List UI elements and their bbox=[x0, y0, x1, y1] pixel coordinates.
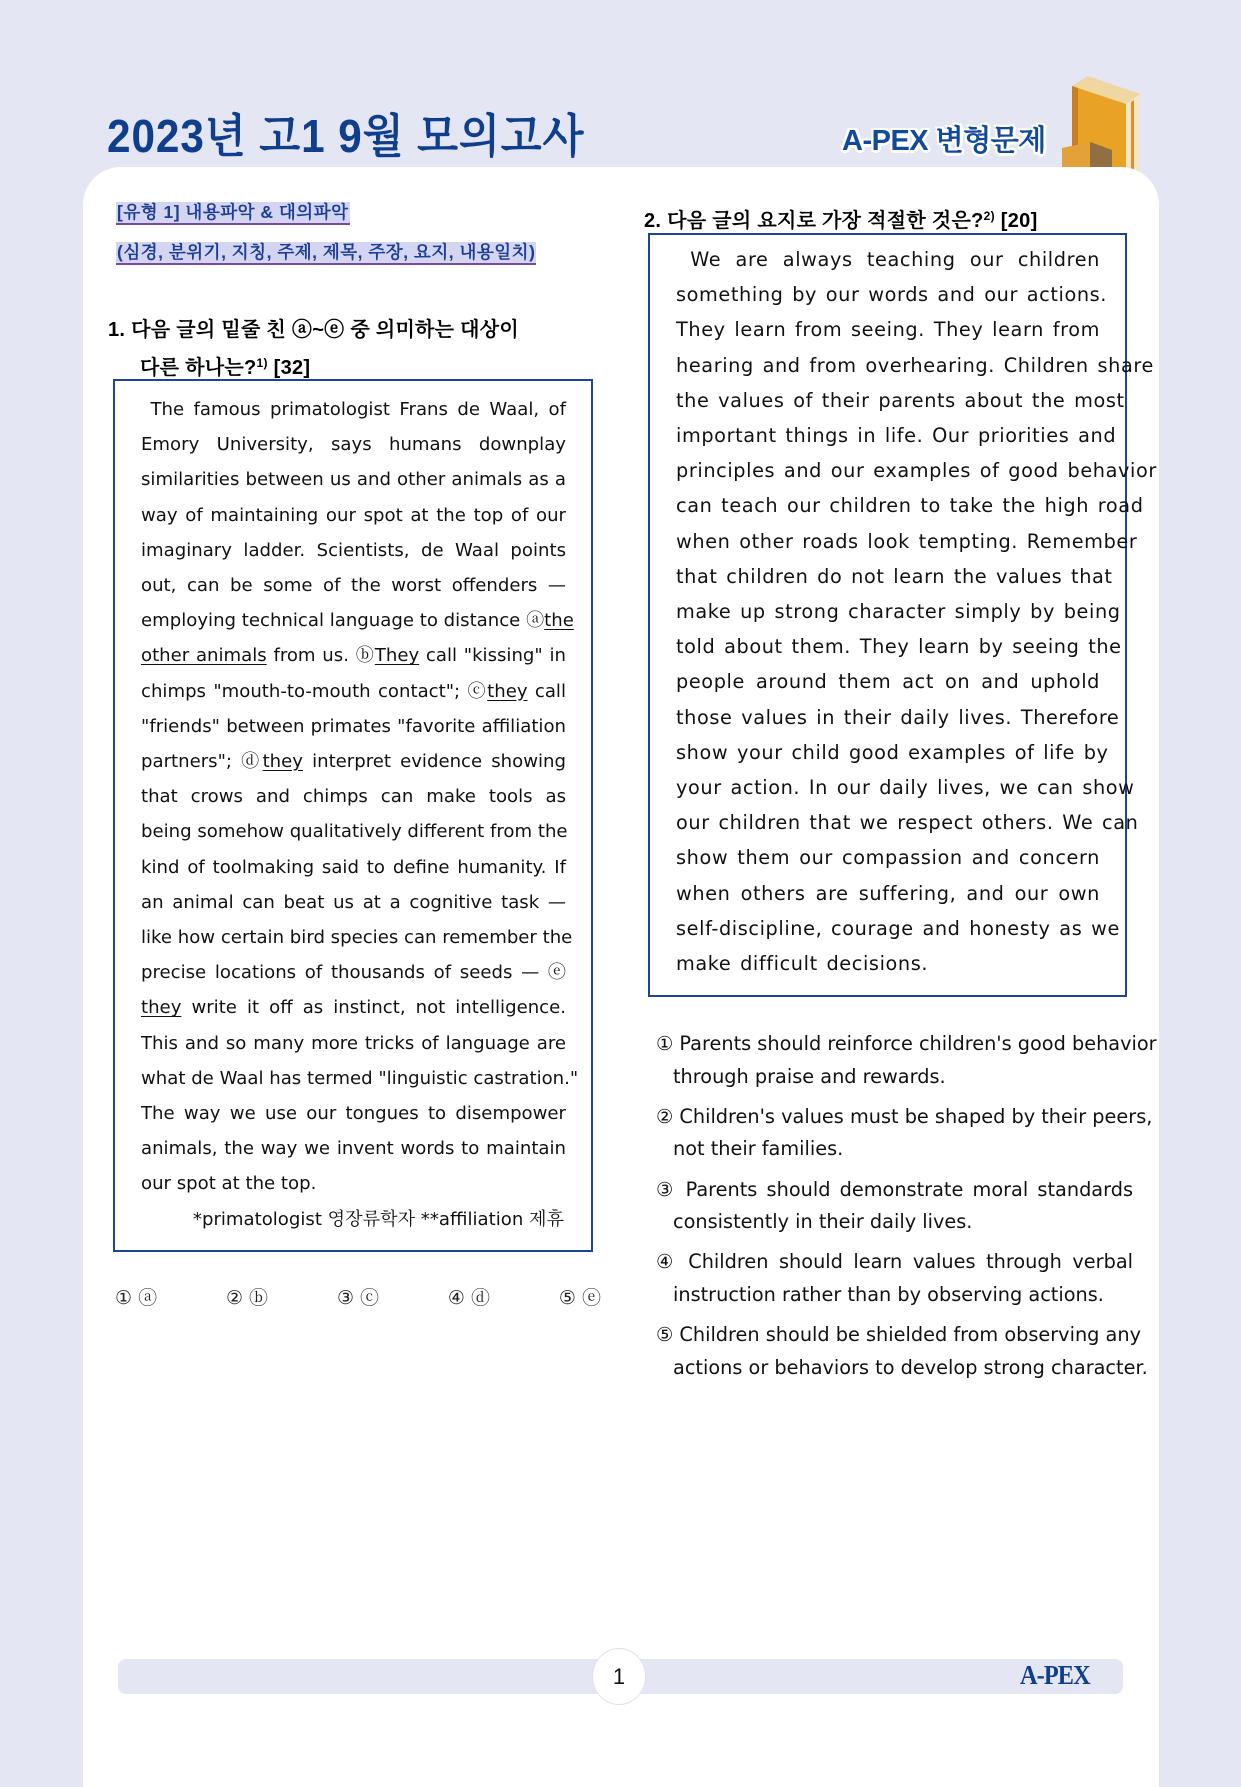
passage-line: our children that we respect others. We can bbox=[676, 811, 1139, 835]
question-text-line1: 다음 글의 밑줄 친 ⓐ~ⓔ 중 의미하는 대상이 bbox=[131, 319, 520, 341]
passage-line: self-discipline, courage and honesty as we bbox=[676, 916, 1120, 940]
passage-line: your action. In our daily lives, we can show bbox=[676, 776, 1135, 800]
passage-line: chimps "mouth-to-mouth contact"; ⓒthey call bbox=[141, 680, 566, 702]
choice-3[interactable]: ③ ⓒ bbox=[336, 1287, 380, 1309]
marker-e: ⓔ bbox=[547, 962, 566, 984]
passage-line: that children do not learn the values that bbox=[676, 564, 1113, 588]
choice-4[interactable]: ④ Children should learn values through verbal instruction rather than by observing actions. bbox=[656, 1250, 1133, 1306]
passage-line: "friends" between primates "favorite affiliation bbox=[141, 715, 566, 737]
passage-line: The famous primatologist Frans de Waal, of bbox=[141, 399, 566, 420]
underline-b: They bbox=[374, 645, 420, 667]
question-1-title bbox=[108, 314, 600, 385]
section-tag-type: [유형 1] 내용파악 & 대의파악 bbox=[116, 202, 350, 225]
passage-line: Emory University, says humans downplay bbox=[141, 434, 566, 456]
choice-5[interactable]: ⑤ Children should be shielded from observing any actions or behaviors to develop strong character. bbox=[656, 1323, 1148, 1379]
page-title: 2023년 고1 9월 모의고사 bbox=[107, 110, 585, 162]
choice-2[interactable]: ② Children's values must be shaped by their peers, not their families. bbox=[656, 1104, 1153, 1161]
passage-line: when other roads look tempting. Remember bbox=[676, 529, 1138, 553]
passage-line: precise locations of thousands of seeds — ⓔ bbox=[141, 962, 566, 984]
passage-line: The way we use our tongues to disempower bbox=[141, 1103, 566, 1125]
passage-line: employing technical language to distance ⓐthe bbox=[141, 610, 574, 632]
passage-line: can teach our children to take the high road bbox=[676, 494, 1144, 518]
passage-line: an animal can beat us at a cognitive task — bbox=[141, 891, 566, 913]
underline-a: the bbox=[544, 610, 574, 632]
passage-line: they write it off as instinct, not intelligence. bbox=[141, 997, 566, 1019]
underline-a-cont: other animals bbox=[141, 645, 267, 667]
passage-line: important things in life. Our priorities and bbox=[676, 424, 1117, 448]
passage-line: make difficult decisions. bbox=[676, 952, 929, 976]
passage-line: They learn from seeing. They learn from bbox=[676, 318, 1100, 342]
choice-4[interactable]: ④ ⓓ bbox=[447, 1287, 490, 1309]
footer-logo: A-PEX bbox=[1020, 1660, 1090, 1690]
passage-line: partners"; ⓓthey interpret evidence showing bbox=[141, 751, 566, 773]
question-text: 다음 글의 요지로 가장 적절한 것은? bbox=[667, 210, 984, 232]
passage-line: way of maintaining our spot at the top of our bbox=[141, 504, 566, 526]
choice-1[interactable]: ① Parents should reinforce children's good behavior through praise and rewards. bbox=[656, 1032, 1157, 1088]
passage-line: This and so many more tricks of language are bbox=[141, 1032, 566, 1054]
passage-box-2 bbox=[648, 233, 1157, 997]
marker-d: ⓓ bbox=[241, 751, 263, 773]
passage-line: principles and our examples of good behavior bbox=[676, 459, 1157, 483]
passage-box-1 bbox=[113, 379, 593, 1252]
choice-1[interactable]: ① ⓐ bbox=[115, 1287, 158, 1309]
passage-line: show your child good examples of life by bbox=[676, 740, 1109, 764]
passage-line: the values of their parents about the most bbox=[676, 388, 1125, 412]
brand-label: A-PEX 변형문제 bbox=[842, 125, 1046, 157]
passage-line: other animals from us. ⓑThey call "kissing" in bbox=[141, 645, 566, 667]
question-number: 1. bbox=[108, 319, 126, 341]
marker-a: ⓐ bbox=[526, 610, 545, 632]
passage-line: imaginary ladder. Scientists, de Waal points bbox=[141, 539, 566, 561]
passage-line: being somehow qualitatively different from the bbox=[141, 821, 568, 843]
underline-d: they bbox=[262, 751, 303, 773]
question-source: [32] bbox=[273, 357, 311, 379]
underline-e: they bbox=[141, 997, 182, 1019]
passage-line: show them our compassion and concern bbox=[676, 846, 1100, 870]
passage-line: told about them. They learn by seeing the bbox=[676, 635, 1122, 659]
passage-line: similarities between us and other animals as a bbox=[141, 469, 566, 491]
choice-5[interactable]: ⑤ ⓔ bbox=[558, 1287, 601, 1309]
passage-line: We are always teaching our children bbox=[676, 248, 1100, 271]
question-source: [20] bbox=[1000, 210, 1038, 232]
footnote-ref: 1) bbox=[256, 356, 268, 370]
passage-line: kind of toolmaking said to define humanity. If bbox=[141, 856, 566, 878]
page-number: 1 bbox=[592, 1648, 646, 1705]
passage-line: hearing and from overhearing. Children share bbox=[676, 353, 1154, 377]
passage-line: like how certain bird species can remember the bbox=[141, 927, 573, 949]
passage-line: what de Waal has termed "linguistic castration." bbox=[141, 1067, 579, 1089]
passage-line: our spot at the top. bbox=[141, 1173, 317, 1195]
passage-line: animals, the way we invent words to maintain bbox=[141, 1138, 566, 1160]
question-text-line2: 다른 하나는? bbox=[140, 357, 257, 379]
question-number: 2. bbox=[644, 210, 662, 232]
marker-b: ⓑ bbox=[355, 645, 375, 667]
passage-line: out, can be some of the worst offenders — bbox=[141, 575, 566, 597]
section-tag-categories: (심경, 분위기, 지칭, 주제, 제목, 주장, 요지, 내용일치) bbox=[116, 242, 536, 265]
passage-line: something by our words and our actions. bbox=[676, 283, 1108, 307]
marker-c: ⓒ bbox=[467, 680, 488, 702]
footnote-ref: 2) bbox=[983, 209, 995, 223]
choice-3[interactable]: ③ Parents should demonstrate moral standards consistently in their daily lives. bbox=[656, 1177, 1133, 1234]
passage-line: that crows and chimps can make tools as bbox=[141, 786, 566, 808]
glossary-note: *primatologist 영장류학자 **affiliation 제휴 bbox=[192, 1208, 564, 1230]
underline-c: they bbox=[487, 680, 528, 702]
answer-choices-2 bbox=[656, 1028, 1157, 1392]
passage-line: when others are suffering, and our own bbox=[676, 881, 1100, 905]
passage-line: those values in their daily lives. Therefore bbox=[676, 705, 1120, 729]
passage-line: people around them act on and uphold bbox=[676, 670, 1100, 694]
choice-2[interactable]: ② ⓑ bbox=[225, 1287, 269, 1309]
answer-choices-1 bbox=[115, 1283, 601, 1310]
passage-line: make up strong character simply by being bbox=[676, 600, 1121, 624]
